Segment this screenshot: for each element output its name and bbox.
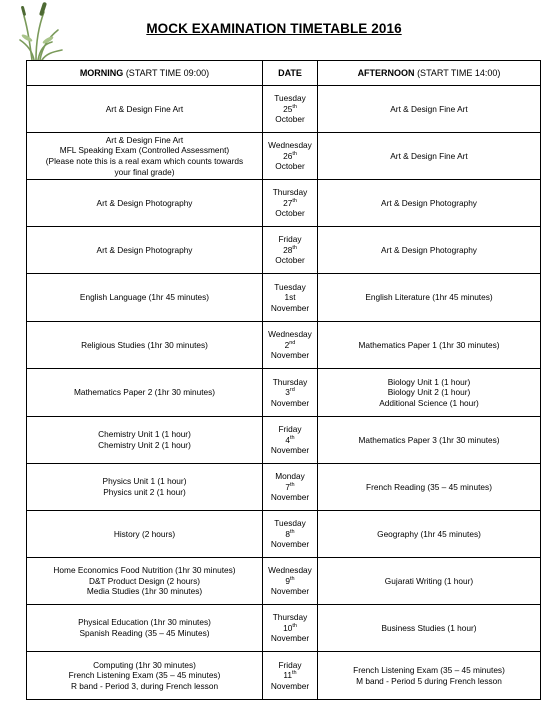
morning-cell	[27, 369, 263, 417]
date-cell	[263, 133, 318, 180]
morning-cell	[27, 274, 263, 322]
afternoon-cell	[318, 227, 541, 274]
date-suffix: th	[290, 434, 295, 441]
afternoon-exam: Art & Design Fine Art	[390, 150, 468, 161]
date-number: 7th	[285, 481, 295, 492]
date-day: Wednesday	[268, 329, 312, 340]
afternoon-header: AFTERNOON (START TIME 14:00)	[318, 61, 541, 86]
afternoon-exam: Art & Design Photography	[381, 244, 477, 255]
afternoon-exam: Gujarati Writing (1 hour)	[384, 575, 474, 586]
date-cell	[263, 86, 318, 133]
date-number: 8th	[285, 528, 295, 539]
afternoon-cell	[318, 605, 541, 652]
date-cell	[263, 227, 318, 274]
date-day: Monday	[275, 471, 305, 482]
morning-cell	[27, 180, 263, 227]
date-day: Wednesday	[268, 140, 312, 151]
afternoon-exam: Art & Design Fine Art	[390, 103, 468, 114]
date-day: Wednesday	[268, 565, 312, 576]
date-cell	[263, 558, 318, 605]
morning-cell	[27, 464, 263, 511]
morning-exam: English Language (1hr 45 minutes)	[79, 292, 210, 303]
morning-exam: R band - Period 3, during French lesson	[70, 680, 219, 691]
afternoon-exam: French Listening Exam (35 – 45 minutes)	[353, 664, 505, 675]
date-suffix: nd	[289, 339, 296, 346]
afternoon-exam: Art & Design Photography	[381, 197, 477, 208]
date-suffix: th	[292, 103, 297, 110]
date-number: 25th	[283, 103, 297, 114]
afternoon-cell	[318, 180, 541, 227]
date-month: November	[270, 445, 310, 456]
morning-exam: Art & Design Photography	[96, 197, 193, 208]
date-month: November	[270, 539, 310, 550]
date-month: November	[270, 350, 310, 361]
morning-exam: Chemistry Unit 2 (1 hour)	[98, 440, 191, 450]
morning-cell	[27, 511, 263, 558]
date-month: October	[275, 255, 305, 266]
date-number: 3rd	[285, 387, 295, 398]
morning-cell	[27, 417, 263, 464]
table-row	[27, 133, 541, 180]
morning-exam: Chemistry Unit 1 (1 hour)	[98, 429, 191, 440]
date-number: 26th	[283, 150, 297, 161]
date-day: Thursday	[272, 187, 308, 198]
date-number: 11th	[283, 670, 297, 681]
morning-exam: Art & Design Fine Art	[105, 103, 184, 114]
table-row	[27, 322, 541, 369]
afternoon-cell	[318, 322, 541, 369]
morning-exam: Religious Studies (1hr 30 minutes)	[81, 339, 208, 350]
date-number: 2nd	[284, 339, 296, 350]
afternoon-exam: Mathematics Paper 3 (1hr 30 minutes)	[358, 434, 500, 445]
date-cell	[263, 180, 318, 227]
morning-exam: Physical Education (1hr 30 minutes)	[78, 617, 211, 628]
afternoon-cell	[318, 652, 541, 700]
morning-exam: Home Economics Food Nutrition (1hr 30 minutes)	[53, 565, 236, 576]
date-month: October	[275, 161, 305, 172]
afternoon-cell	[318, 133, 541, 180]
afternoon-cell	[318, 464, 541, 511]
table-row	[27, 417, 541, 464]
date-number: 9th	[285, 575, 295, 586]
date-cell	[263, 652, 318, 700]
page-title: MOCK EXAMINATION TIMETABLE 2016	[146, 21, 402, 36]
date-day: Tuesday	[274, 93, 306, 104]
morning-exam: MFL Speaking Exam (Controlled Assessment)	[59, 145, 230, 156]
morning-exam: (Please note this is a real exam which counts towards	[45, 156, 244, 166]
morning-cell	[27, 86, 263, 133]
date-day: Friday	[278, 424, 302, 435]
date-day: Thursday	[272, 376, 308, 387]
morning-exam: D&T Product Design (2 hours)	[89, 575, 200, 586]
morning-exam: Media Studies (1hr 30 minutes)	[86, 586, 203, 597]
date-day: Tuesday	[274, 518, 306, 529]
afternoon-exam: Biology Unit 2 (1 hour)	[387, 387, 471, 398]
date-day: Thursday	[272, 612, 308, 623]
table-row	[27, 274, 541, 322]
afternoon-exam: Mathematics Paper 1 (1hr 30 minutes)	[358, 339, 500, 350]
date-month: November	[270, 397, 310, 408]
table-row	[27, 511, 541, 558]
date-suffix: th	[292, 670, 297, 677]
date-suffix: th	[290, 481, 295, 488]
morning-exam: Mathematics Paper 2 (1hr 30 minutes)	[73, 387, 216, 398]
date-month: October	[275, 114, 305, 125]
table-row	[27, 180, 541, 227]
date-month: November	[270, 586, 310, 597]
date-suffix: th	[292, 150, 297, 157]
morning-exam: Physics Unit 1 (1 hour)	[102, 476, 187, 487]
afternoon-cell	[318, 274, 541, 322]
date-month: November	[270, 680, 310, 691]
date-suffix: th	[292, 244, 297, 251]
morning-exam: your final grade)	[114, 166, 175, 177]
afternoon-exam: French Reading (35 – 45 minutes)	[366, 481, 492, 492]
morning-exam: French Listening Exam (35 – 45 minutes)	[68, 670, 221, 681]
afternoon-exam: M band - Period 5 during French lesson	[356, 675, 502, 686]
date-month: November	[270, 633, 310, 644]
afternoon-exam: Additional Science (1 hour)	[379, 397, 479, 408]
date-cell	[263, 605, 318, 652]
afternoon-cell	[318, 558, 541, 605]
morning-exam: Art & Design Photography	[96, 244, 193, 255]
date-header: DATE	[263, 61, 318, 86]
table-row	[27, 464, 541, 511]
date-day: Friday	[278, 234, 302, 245]
date-day: Friday	[278, 659, 302, 670]
morning-cell	[27, 133, 263, 180]
table-row	[27, 558, 541, 605]
morning-cell	[27, 605, 263, 652]
date-suffix: th	[292, 197, 297, 204]
afternoon-cell	[318, 511, 541, 558]
date-cell	[263, 464, 318, 511]
date-number: 1st	[284, 292, 296, 303]
table-row	[27, 227, 541, 274]
morning-exam: Spanish Reading (35 – 45 Minutes)	[79, 628, 210, 638]
afternoon-cell	[318, 86, 541, 133]
morning-cell	[27, 322, 263, 369]
date-cell	[263, 274, 318, 322]
table-row	[27, 652, 541, 700]
afternoon-cell	[318, 369, 541, 417]
exam-timetable	[26, 60, 541, 700]
header-row	[27, 61, 541, 86]
timetable-body	[27, 86, 541, 700]
date-cell	[263, 322, 318, 369]
date-number: 10th	[283, 622, 297, 633]
date-number: 27th	[283, 197, 297, 208]
table-row	[27, 605, 541, 652]
date-day: Tuesday	[274, 281, 306, 292]
afternoon-exam: Geography (1hr 45 minutes)	[377, 528, 481, 539]
morning-exam: Computing (1hr 30 minutes)	[93, 659, 196, 670]
morning-exam: Physics unit 2 (1 hour)	[103, 487, 186, 497]
morning-exam: Art & Design Fine Art	[105, 134, 184, 145]
afternoon-exam: Biology Unit 1 (1 hour)	[387, 376, 471, 387]
date-suffix: th	[292, 622, 297, 629]
date-month: November	[270, 302, 310, 313]
morning-cell	[27, 227, 263, 274]
table-row	[27, 369, 541, 417]
table-row	[27, 86, 541, 133]
date-cell	[263, 369, 318, 417]
date-cell	[263, 511, 318, 558]
date-suffix: th	[290, 575, 295, 582]
date-cell	[263, 417, 318, 464]
date-suffix: th	[290, 528, 295, 535]
morning-exam: History (2 hours)	[113, 528, 176, 539]
afternoon-exam: Business Studies (1 hour)	[381, 622, 477, 633]
afternoon-exam: English Literature (1hr 45 minutes)	[365, 292, 493, 303]
date-month: October	[275, 208, 305, 219]
afternoon-cell	[318, 417, 541, 464]
date-number: 28th	[283, 244, 297, 255]
date-month: November	[270, 492, 310, 503]
morning-header: MORNING (START TIME 09:00)	[27, 61, 263, 86]
date-suffix: rd	[289, 387, 295, 394]
date-number: 4th	[285, 434, 295, 445]
morning-cell	[27, 558, 263, 605]
morning-cell	[27, 652, 263, 700]
